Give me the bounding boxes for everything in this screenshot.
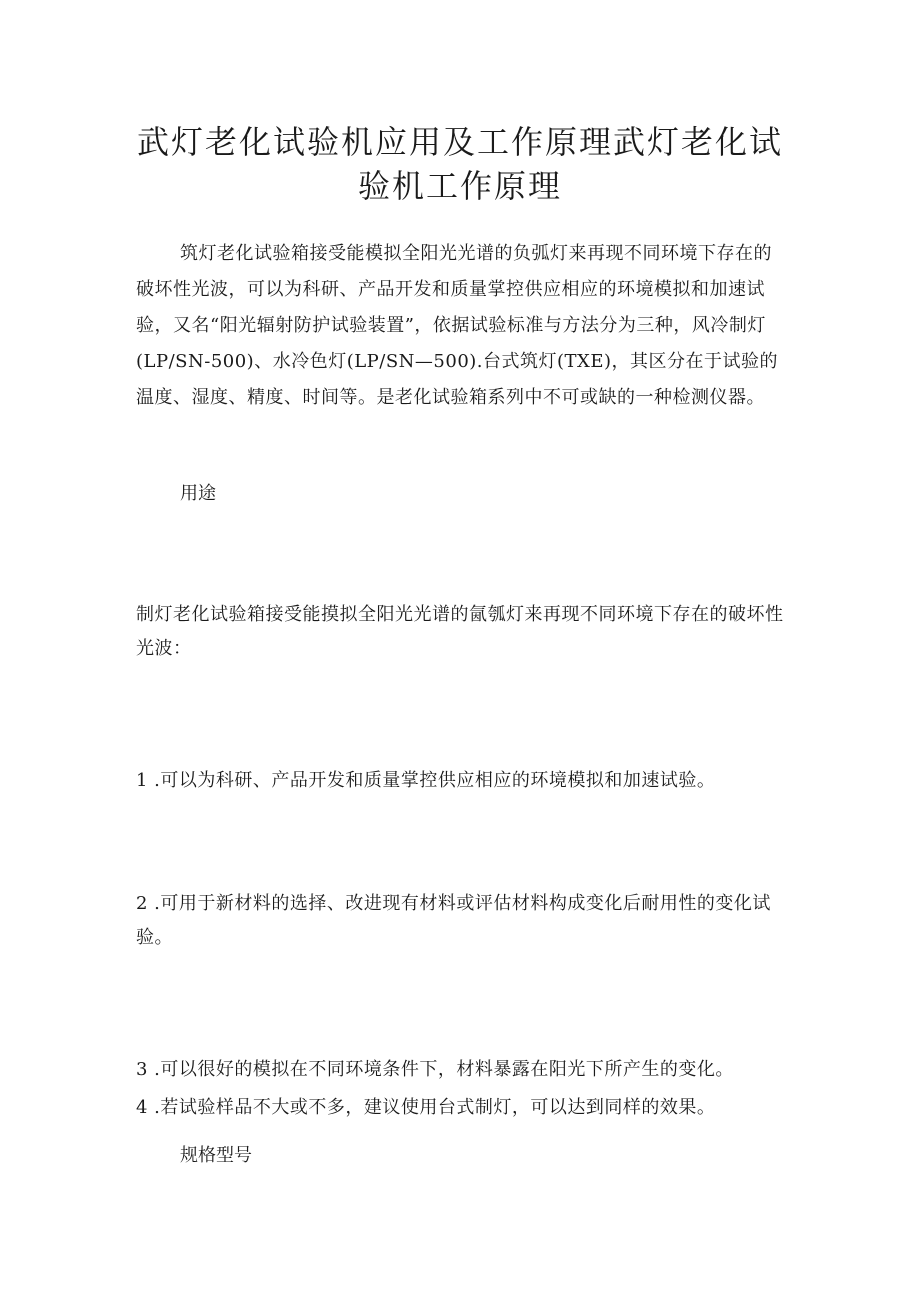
usage-item-4: 4 .若试验样品不大或不多，建议使用台式制灯，可以达到同样的效果。 (136, 1097, 716, 1118)
document-title-line-1: 武灯老化试验机应用及工作原理武灯老化试 (136, 123, 783, 161)
intro-paragraph: 筑灯老化试验箱接受能模拟全阳光光谱的负弧灯来再现不同环境下存在的破坏性光波，可以为科研、产品开发和质量掌控供应相应的环境模拟和加速试验，又名“阳光辐射防护试验装置”，依据试验标准与方法分为三种，风冷制灯(LP/SN-500)、水冷色灯(LP/SN—500).台式筑灯(TXE)，其区分在于试验的温度、湿度、精度、时间等。是老化试验箱系列中不可或缺的一种检测仪器。 (136, 243, 779, 408)
document-title-line-2: 验机工作原理 (357, 167, 562, 205)
usage-heading: 用途 (180, 483, 216, 504)
usage-item-1: 1 .可以为科研、产品开发和质量掌控供应相应的环境模拟和加速试验。 (136, 770, 716, 791)
usage-item-2: 2 .可用于新材料的选择、改进现有材料或评估材料构成变化后耐用性的变化试验。 (136, 893, 771, 948)
usage-description: 制灯老化试验箱接受能摸拟全阳光光谱的氤瓠灯来再现不同环境下存在的破坏性光波： (136, 604, 784, 659)
spec-heading: 规格型号 (180, 1145, 252, 1166)
usage-item-3: 3 .可以很好的模拟在不同环境条件下，材料暴露在阳光下所产生的变化。 (136, 1059, 734, 1080)
